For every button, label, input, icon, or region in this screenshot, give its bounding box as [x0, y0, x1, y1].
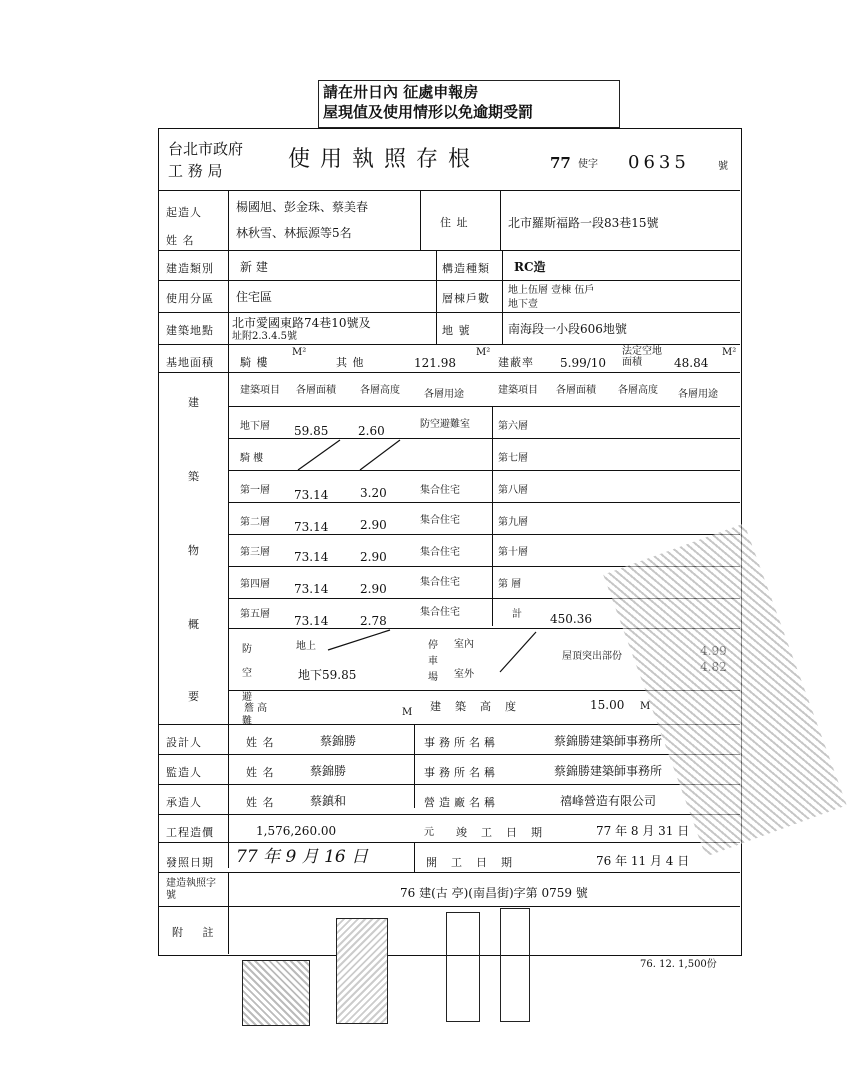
label-contractor: 承造人 — [166, 796, 202, 809]
floor-f10: 第十層 — [498, 547, 528, 558]
label-civil-defense: 防空避難 — [242, 644, 252, 727]
site-value-1: 北市愛國東路74巷10號及 — [232, 316, 371, 330]
notice-line1: 請在卅日內 征處申報房 — [323, 83, 479, 101]
label-use-zone: 使用分區 — [166, 292, 214, 305]
floor-f2: 第二層 — [240, 517, 270, 528]
floor-f9: 第九層 — [498, 517, 528, 528]
floors-value-2: 地下壹 — [508, 299, 538, 310]
legal-open-value: 48.84 — [674, 356, 709, 370]
overview-char-2: 築 — [188, 470, 200, 483]
col-use-left: 各層用途 — [424, 389, 464, 400]
floor-fx: 第 層 — [498, 579, 522, 590]
floor-arcade: 騎 樓 — [240, 453, 264, 464]
label-notes: 附 註 — [172, 926, 222, 939]
agency-line1: 台北市政府 — [168, 140, 244, 158]
label-applicant: 起造人 — [166, 206, 202, 219]
permit-number: 0635 — [628, 152, 690, 173]
label-cost: 工程造價 — [166, 826, 214, 839]
label-name: 姓 名 — [166, 234, 195, 247]
applicant-names-1: 楊國旭、彭金珠、蔡美春 — [236, 200, 369, 214]
designer-value: 蔡錦勝 — [320, 734, 357, 748]
official-seal-4 — [500, 908, 530, 1022]
f4-area: 73.14 — [294, 582, 329, 596]
structure-value: RC造 — [514, 260, 546, 274]
label-supervisor-name: 姓 名 — [246, 766, 275, 779]
label-permit-no: 建造執照字號 — [166, 878, 216, 901]
coverage-value: 5.99/10 — [560, 356, 607, 370]
label-other: 其 他 — [336, 356, 365, 369]
site-value-2: 址附2.3.4.5號 — [232, 331, 297, 342]
floor-f3: 第三層 — [240, 547, 270, 558]
label-contractor-name: 姓 名 — [246, 796, 275, 809]
label-designer: 設計人 — [166, 736, 202, 749]
supervisor-value: 蔡錦勝 — [310, 764, 347, 778]
col-item-left: 建築項目 — [240, 385, 280, 396]
label-designer-firm: 事務所名稱 — [424, 736, 499, 749]
issue-date-value: 77 年 9 月 16 日 — [236, 847, 369, 867]
floor-b1: 地下層 — [240, 421, 270, 432]
bldg-height-value: 15.00 — [590, 698, 625, 712]
label-coverage: 建蔽率 — [498, 356, 534, 369]
col-height-left: 各層高度 — [360, 385, 400, 396]
label-contractor-firm: 營造廠名稱 — [424, 796, 499, 809]
label-roof: 屋頂突出部份 — [562, 651, 622, 662]
total-area: 450.36 — [550, 612, 592, 626]
b1-area: 59.85 — [294, 424, 329, 438]
overview-char-5: 要 — [188, 690, 200, 703]
building-type-value: 新 建 — [240, 260, 268, 274]
print-info: 76. 12. 1,500份 — [640, 959, 717, 970]
floor-f7: 第七層 — [498, 453, 528, 464]
official-seal-2 — [336, 918, 388, 1024]
b1-use: 防空避難室 — [420, 419, 470, 430]
col-area-left: 各層面積 — [296, 385, 336, 396]
label-indoor: 室內 — [454, 639, 474, 650]
label-parking: 停車場 — [428, 640, 438, 683]
cost-unit: 元 — [424, 827, 434, 838]
floor-f8: 第八層 — [498, 485, 528, 496]
lot-value: 南海段一小段606地號 — [508, 322, 627, 336]
col-item-right: 建築項目 — [498, 385, 538, 396]
designer-firm-value: 蔡錦勝建築師事務所 — [554, 734, 663, 748]
f3-area: 73.14 — [294, 550, 329, 564]
label-floors: 層棟戶數 — [442, 292, 490, 305]
floor-f6: 第六層 — [498, 421, 528, 432]
official-seal-3 — [446, 912, 480, 1022]
contractor-firm-value: 禧峰營造有限公司 — [560, 794, 657, 808]
f3-use: 集合住宅 — [420, 547, 460, 558]
official-seal-1 — [242, 960, 310, 1026]
permit-value: 76 建(古 亭)(南昌街)字第 0759 號 — [400, 886, 588, 900]
f5-height: 2.78 — [360, 614, 387, 628]
label-lot: 地 號 — [442, 324, 471, 337]
col-area-right: 各層面積 — [556, 385, 596, 396]
floor-f5: 第五層 — [240, 609, 270, 620]
f2-use: 集合住宅 — [420, 515, 460, 526]
cost-value: 1,576,260.00 — [256, 824, 337, 838]
f5-use: 集合住宅 — [420, 607, 460, 618]
label-issue-date: 發照日期 — [166, 856, 214, 869]
notice-line2: 屋現值及使用情形以免逾期受罰 — [323, 103, 534, 121]
permit-type: 使字 — [578, 159, 598, 170]
unit: M² — [292, 347, 307, 358]
civil-below: 地下59.85 — [298, 668, 357, 682]
label-supervisor-firm: 事務所名稱 — [424, 766, 499, 779]
unit: M² — [476, 347, 491, 358]
label-address: 住 址 — [440, 216, 469, 229]
agency-line2: 工 務 局 — [168, 162, 223, 180]
page-title: 使用執照存根 — [288, 147, 481, 172]
b1-height: 2.60 — [358, 424, 385, 438]
label-supervisor: 監造人 — [166, 766, 202, 779]
label-bldg-height: 建築高度 — [430, 700, 530, 713]
label-complete: 竣工日期 — [456, 826, 556, 839]
start-value: 76 年 11 月 4 日 — [596, 854, 690, 868]
supervisor-firm-value: 蔡錦勝建築師事務所 — [554, 764, 663, 778]
label-total: 計 — [512, 609, 522, 620]
other-area-value: 121.98 — [414, 356, 456, 370]
f1-area: 73.14 — [294, 488, 329, 502]
f4-use: 集合住宅 — [420, 577, 460, 588]
overview-char-4: 概 — [188, 618, 200, 631]
overview-char-1: 建 — [188, 396, 200, 409]
f2-area: 73.14 — [294, 520, 329, 534]
col-use-right: 各層用途 — [678, 389, 718, 400]
label-start: 開工日期 — [426, 856, 526, 869]
label-structure: 構造種類 — [442, 262, 490, 275]
use-zone-value: 住宅區 — [236, 290, 273, 304]
f4-height: 2.90 — [360, 582, 387, 596]
label-outdoor: 室外 — [454, 669, 474, 680]
f1-height: 3.20 — [360, 486, 387, 500]
label-arcade-area: 騎 樓 — [240, 356, 269, 369]
label-building-type: 建造類別 — [166, 262, 214, 275]
label-designer-name: 姓 名 — [246, 736, 275, 749]
col-height-right: 各層高度 — [618, 385, 658, 396]
permit-year: 77 — [550, 154, 571, 172]
label-site-area: 基地面積 — [166, 356, 214, 369]
floor-f4: 第四層 — [240, 579, 270, 590]
permit-suffix: 號 — [718, 161, 728, 172]
overview-char-3: 物 — [188, 544, 200, 557]
address-value: 北市羅斯福路一段83巷15號 — [508, 216, 659, 230]
label-eaves: 簷 高 — [244, 703, 268, 714]
f2-height: 2.90 — [360, 518, 387, 532]
unit-m: M — [640, 701, 651, 712]
label-site: 建築地點 — [166, 324, 214, 337]
unit: M² — [722, 347, 737, 358]
floors-value: 地上伍層 壹棟 伍戶 — [508, 285, 595, 296]
contractor-value: 蔡鎮和 — [310, 794, 347, 808]
applicant-names-2: 林秋雪、林振源等5名 — [236, 226, 352, 240]
f5-area: 73.14 — [294, 614, 329, 628]
f3-height: 2.90 — [360, 550, 387, 564]
floor-f1: 第一層 — [240, 485, 270, 496]
label-legal-open: 法定空地面積 — [622, 346, 662, 368]
label-above: 地上 — [296, 641, 316, 652]
complete-value: 77 年 8 月 31 日 — [596, 824, 690, 838]
f1-use: 集合住宅 — [420, 485, 460, 496]
unit-m: M — [402, 707, 413, 718]
